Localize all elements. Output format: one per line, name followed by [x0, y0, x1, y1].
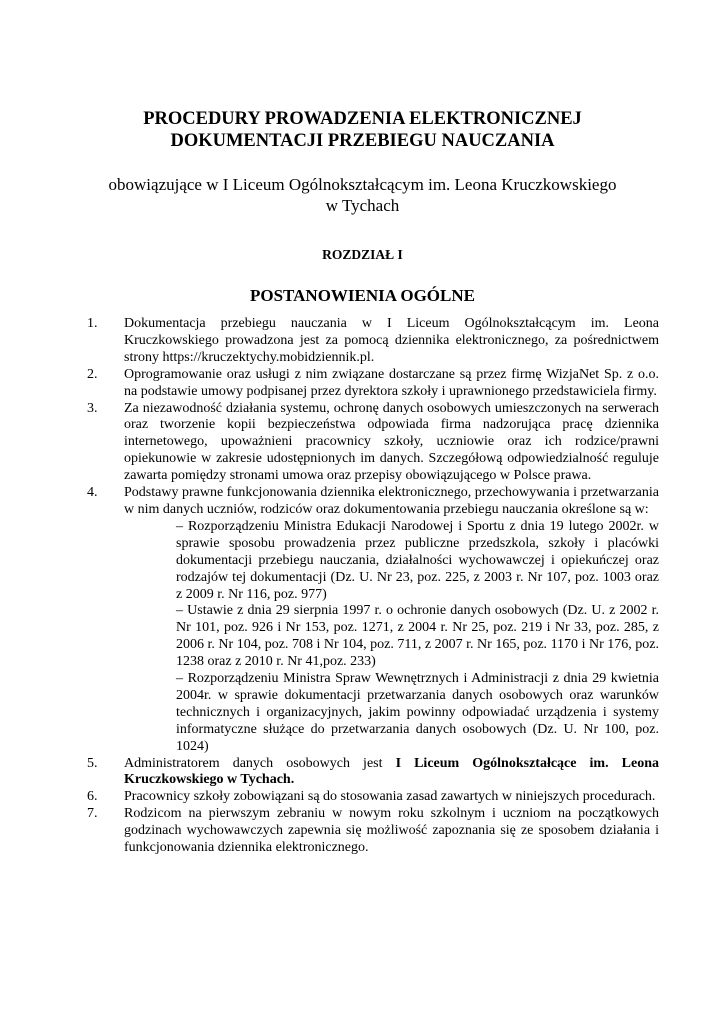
- item-number: 3.: [87, 400, 98, 416]
- item-number: 7.: [87, 806, 98, 822]
- list-item: [87, 756, 659, 790]
- legal-basis-entry: – Ustawie z dnia 29 sierpnia 1997 r. o ochronie danych osobowych (Dz. U. z 2002 r. Nr 101, poz. 926 i Nr 153, poz. 1271, z 2004 r. Nr 25, poz. 219 i Nr 33, poz. 285, z 2006 r. Nr 104, poz. 708 i Nr 104, poz. 711, z 2007 r. Nr 165, poz. 1170 i Nr 176, poz. 1238 oraz z 2010 r. Nr 41,poz. 233): [176, 603, 659, 670]
- item-text: Pracownicy szkoły zobowiązani są do stosowania zasad zawartych w niniejszych procedurach.: [124, 789, 656, 805]
- item-number: 6.: [87, 789, 98, 805]
- item-text: Dokumentacja przebiegu nauczania w I Liceum Ogólnokształcącym im. Leona Kruczkowskiego prowadzona jest za pomocą dziennika elektronicznego, za pośrednictwem strony https://kruczektychy.mobidziennik.pl.: [124, 316, 659, 365]
- legal-basis-entry: – Rozporządzeniu Ministra Edukacji Narodowej i Sportu z dnia 19 lutego 2002r. w sprawie sposobu prowadzenia przez publiczne przedszkola, szkoły i placówki dokumentacji przebiegu nauczania, działalności wychowawczej i opiekuńczej oraz rodzajów tej dokumentacji (Dz. U. Nr 23, poz. 225, z 2003 r. Nr 107, poz. 1003 oraz z 2009 r. Nr 116, poz. 977): [176, 518, 659, 602]
- list-item: [87, 316, 659, 367]
- subtitle-line-1: obowiązujące w I Liceum Ogólnokształcącym im. Leona Kruczkowskiego: [108, 175, 617, 194]
- item-text: Rodzicom na pierwszym zebraniu w nowym roku szkolnym i uczniom na początkowych godzinach wychowawczych zapewnia się możliwość zapoznania się ze sposobem działania i funkcjonowania dziennika elektronicznego.: [124, 806, 659, 856]
- item-text: Oprogramowanie oraz usługi z nim związane dostarczane są przez firmę WizjaNet Sp. z o.o. na podstawie umowy podpisanej przez dyrektora szkoły i uprawnionego przedstawiciela firmy.: [124, 366, 659, 399]
- document-subtitle: [0, 174, 725, 216]
- list-item: [87, 367, 659, 401]
- chapter-heading: ROZDZIAŁ I: [322, 247, 403, 262]
- item-text: [124, 756, 659, 790]
- item-number: 1.: [87, 316, 98, 331]
- document-title: [0, 108, 725, 152]
- item-text: Podstawy prawne funkcjonowania dziennika elektronicznego, przechowywania i przetwarzania w nim danych uczniów, rodziców oraz dokumentowania przebiegu nauczania określone są w:: [124, 485, 659, 517]
- item-number: 4.: [87, 485, 98, 501]
- title-line-1: PROCEDURY PROWADZENIA ELEKTRONICZNEJ: [143, 109, 582, 129]
- numbered-list: [87, 316, 659, 857]
- item-number: 2.: [87, 366, 98, 382]
- item-text-regular: Administratorem danych osobowych jest: [124, 755, 396, 771]
- list-item: [87, 806, 659, 857]
- list-item: [87, 485, 659, 756]
- item-number: 5.: [87, 755, 98, 771]
- section-heading: POSTANOWIENIA OGÓLNE: [250, 286, 475, 305]
- list-item: [87, 401, 659, 486]
- item-text-bold: I Liceum Ogólnokształcące im. Leona Kruczkowskiego w Tychach.: [124, 755, 659, 788]
- legal-basis-entry: – Rozporządzeniu Ministra Spraw Wewnętrznych i Administracji z dnia 29 kwietnia 2004r. w sprawie dokumentacji przetwarzania danych osobowych oraz warunków technicznych i organizacyjnych, jakim powinny odpowiadać urządzenia i systemy informatyczne służące do przetwarzania danych osobowych (Dz. U. Nr 100, poz. 1024): [176, 671, 659, 754]
- subtitle-line-2: w Tychach: [325, 196, 400, 215]
- item-text: Za niezawodność działania systemu, ochronę danych osobowych umieszczonych na serwerach oraz tworzenie kopii bezpieczeństwa odpowiada firma nadzorująca pracę dziennika internetowego, upoważnieni pracownicy szkoły, uczniowie oraz ich rodzice/prawni opiekunowie w zakresie udostępnionych im danych. Szczegółową odpowiedzialność reguluje zawarta pomiędzy stronami umowa oraz przepisy obowiązującego w Polsce prawa.: [124, 400, 659, 484]
- list-item: [87, 789, 659, 806]
- title-line-2: DOKUMENTACJI PRZEBIEGU NAUCZANIA: [170, 131, 555, 151]
